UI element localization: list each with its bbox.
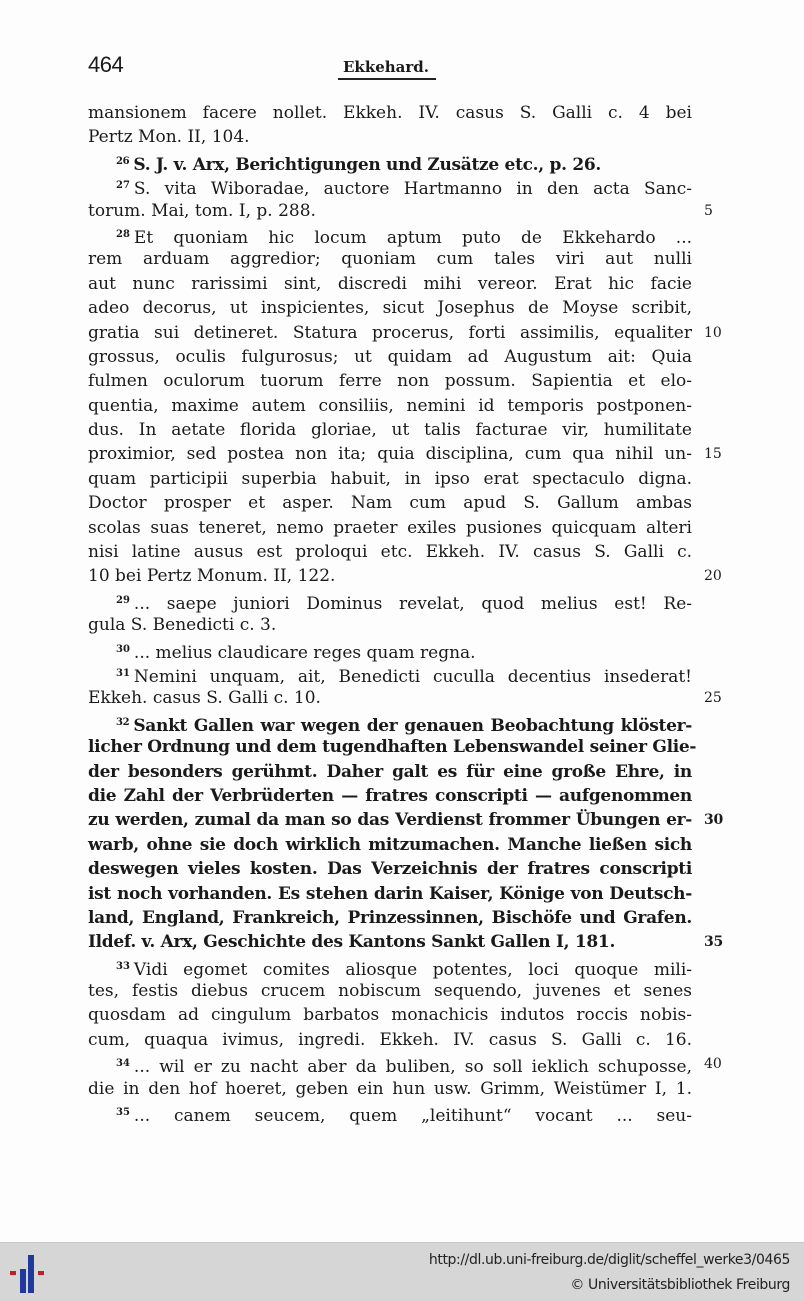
line-text: ist noch vorhanden. Es stehen darin Kaiser, Könige von Deutsch-: [88, 883, 692, 904]
text-line: [88, 394, 692, 418]
line-text: ... wil er zu nacht aber da buliben, so soll ieklich schuposse,: [133, 1057, 692, 1078]
line-text: cum, quaqua ivimus, ingredi. Ekkeh. IV. casus S. Galli c. 16.: [88, 1029, 692, 1050]
margin-line-number: 20: [704, 568, 722, 585]
text-line: [88, 247, 692, 271]
footnote-start-line: [88, 711, 692, 735]
text-line: [88, 442, 722, 466]
line-text: S. J. v. Arx, Berichtigungen und Zusätze etc., p. 26.: [133, 154, 602, 175]
text-line: [88, 1028, 692, 1052]
text-line: [88, 516, 692, 540]
text-line: [88, 272, 692, 296]
line-text: nisi latine ausus est proloqui etc. Ekkeh. IV. casus S. Galli c.: [88, 542, 692, 563]
line-text: ... canem seucem, quem „leitihunt“ vocant ... seu-: [133, 1106, 692, 1127]
text-line: [88, 418, 692, 442]
margin-line-number: 35: [704, 934, 723, 951]
line-text: adeo decorus, ut inspicientes, sicut Josephus de Moyse scribit,: [88, 298, 692, 319]
text-line: [88, 906, 692, 930]
line-text: Doctor prosper et asper. Nam cum apud S. Gallum ambas: [88, 493, 692, 514]
text-line: [88, 564, 722, 588]
running-title: Ekkehard.: [343, 58, 430, 76]
footnote-start-line: [88, 589, 692, 613]
line-text: die in den hof hoeret, geben ein hun usw. Grimm, Weistümer I, 1.: [88, 1078, 692, 1099]
text-line: [88, 760, 692, 784]
text-line: [88, 321, 722, 345]
footnote-start-line: [88, 1052, 722, 1078]
text-line: [88, 296, 692, 320]
title-underline: [338, 78, 436, 80]
line-text: Vidi egomet comites aliosque potentes, loci quoque mili-: [133, 959, 692, 980]
line-text: scolas suas teneret, nemo praeter exiles pusiones quicquam alteri: [88, 517, 692, 538]
margin-line-number: 30: [704, 812, 723, 829]
text-line: [88, 1077, 692, 1101]
text-line: [88, 686, 722, 710]
footnote-number: 30: [116, 643, 130, 655]
line-text: grossus, oculis fulgurosus; ut quidam ad Augustum ait: Quia: [88, 346, 692, 367]
text-line: [88, 808, 723, 832]
copyright-notice: © Universitätsbibliothek Freiburg: [570, 1277, 790, 1293]
footnote-number: 31: [116, 667, 130, 679]
line-text: deswegen vieles kosten. Das Verzeichnis der fratres conscripti: [88, 859, 692, 880]
text-line: [88, 882, 692, 906]
line-text: gratia sui detineret. Statura procerus, forti assimilis, equaliter: [88, 322, 692, 343]
line-text: 10 bei Pertz Monum. II, 122.: [88, 566, 336, 587]
text-line: [88, 1003, 692, 1027]
line-text: zu werden, zumal da man so das Verdienst frommer Übungen er-: [88, 810, 692, 831]
footnotes-body: [88, 101, 723, 1127]
margin-line-number: 5: [704, 202, 713, 219]
text-line: [88, 833, 692, 857]
line-text: torum. Mai, tom. I, p. 288.: [88, 200, 316, 221]
line-text: Pertz Mon. II, 104.: [88, 127, 250, 148]
text-line: [88, 467, 692, 491]
margin-line-number: 25: [704, 690, 722, 707]
text-line: [88, 540, 692, 564]
text-line: [88, 979, 692, 1003]
line-text: gula S. Benedicti c. 3.: [88, 615, 277, 636]
line-text: Ildef. v. Arx, Geschichte des Kantons Sankt Gallen I, 181.: [88, 932, 616, 953]
line-text: S. vita Wiboradae, auctore Hartmanno in den acta Sanc-: [133, 179, 692, 200]
page-number: 464: [88, 52, 124, 77]
line-text: rem arduam aggredior; quoniam cum tales viri aut nulli: [88, 249, 692, 270]
footnote-number: 32: [116, 716, 130, 728]
text-line: [88, 199, 713, 223]
footnote-start-line: [88, 662, 692, 686]
permalink-url[interactable]: http://dl.ub.uni-freiburg.de/diglit/scheffel_werke3/0465: [428, 1252, 790, 1268]
line-text: der besonders gerühmt. Daher galt es für eine große Ehre, in: [88, 761, 692, 782]
line-text: ... melius claudicare reges quam regna.: [133, 642, 476, 663]
margin-line-number: 40: [704, 1056, 722, 1073]
line-text: dus. In aetate florida gloriae, ut talis facturae vir, humilitate: [88, 420, 692, 441]
text-line: [88, 735, 697, 759]
line-text: mansionem facere nollet. Ekkeh. IV. casus S. Galli c. 4 bei: [88, 103, 692, 123]
footnote-start-line: [88, 174, 692, 198]
line-text: tes, festis diebus crucem nobiscum sequendo, juvenes et senes: [88, 981, 692, 1002]
footnote-number: 26: [116, 155, 130, 167]
line-text: fulmen oculorum tuorum ferre non possum. Sapientia et elo-: [88, 371, 692, 392]
line-text: aut nunc rarissimi sint, discredi mihi vereor. Erat hic facie: [88, 273, 692, 294]
footnote-number: 29: [116, 594, 130, 606]
line-text: die Zahl der Verbrüderten — fratres conscripti — aufgenommen: [88, 785, 692, 806]
footnote-start-line: [88, 955, 692, 979]
margin-line-number: 15: [704, 446, 722, 463]
line-text: ... saepe juniori Dominus revelat, quod melius est! Re-: [133, 593, 692, 614]
text-line: [88, 101, 692, 125]
footnote-number: 28: [116, 228, 130, 240]
text-line: [88, 930, 723, 954]
line-text: quam participii superbia habuit, in ipso erat spectaculo digna.: [88, 468, 692, 489]
margin-line-number: 10: [704, 324, 722, 341]
line-text: Sankt Gallen war wegen der genauen Beobachtung klöster-: [133, 715, 692, 736]
footnote-number: 35: [116, 1107, 130, 1119]
library-footer: [0, 1242, 804, 1301]
footnote-number: 27: [116, 180, 130, 192]
text-line: [88, 857, 692, 881]
line-text: Et quoniam hic locum aptum puto de Ekkehardo ...: [133, 227, 692, 248]
text-line: [88, 613, 692, 637]
text-line: [88, 125, 692, 149]
footnote-start-line: [88, 150, 692, 174]
line-text: quosdam ad cingulum barbatos monachicis indutos roccis nobis-: [88, 1005, 692, 1026]
line-text: quentia, maxime autem consiliis, nemini id temporis postponen-: [88, 395, 692, 416]
footnote-start-line: [88, 1101, 692, 1125]
page-header: [88, 52, 704, 82]
line-text: land, England, Frankreich, Prinzessinnen, Bischöfe und Grafen.: [88, 907, 692, 928]
ub-freiburg-logo-icon: [8, 1251, 44, 1295]
line-text: proximior, sed postea non ita; quia disciplina, cum qua nihil un-: [88, 444, 692, 465]
footnote-start-line: [88, 638, 692, 662]
line-text: Ekkeh. casus S. Galli c. 10.: [88, 688, 321, 709]
line-text: licher Ordnung und dem tugendhaften Lebenswandel seiner Glie-: [88, 737, 697, 758]
footnote-number: 34: [116, 1058, 130, 1070]
text-line: [88, 345, 692, 369]
footnote-number: 33: [116, 960, 130, 972]
footnote-start-line: [88, 223, 692, 247]
line-text: Nemini unquam, ait, Benedicti cuculla decentius insederat!: [133, 666, 692, 687]
text-line: [88, 784, 692, 808]
text-line: [88, 369, 692, 393]
line-text: warb, ohne sie doch wirklich mitzumachen. Manche ließen sich: [88, 834, 692, 855]
text-line: [88, 491, 692, 515]
